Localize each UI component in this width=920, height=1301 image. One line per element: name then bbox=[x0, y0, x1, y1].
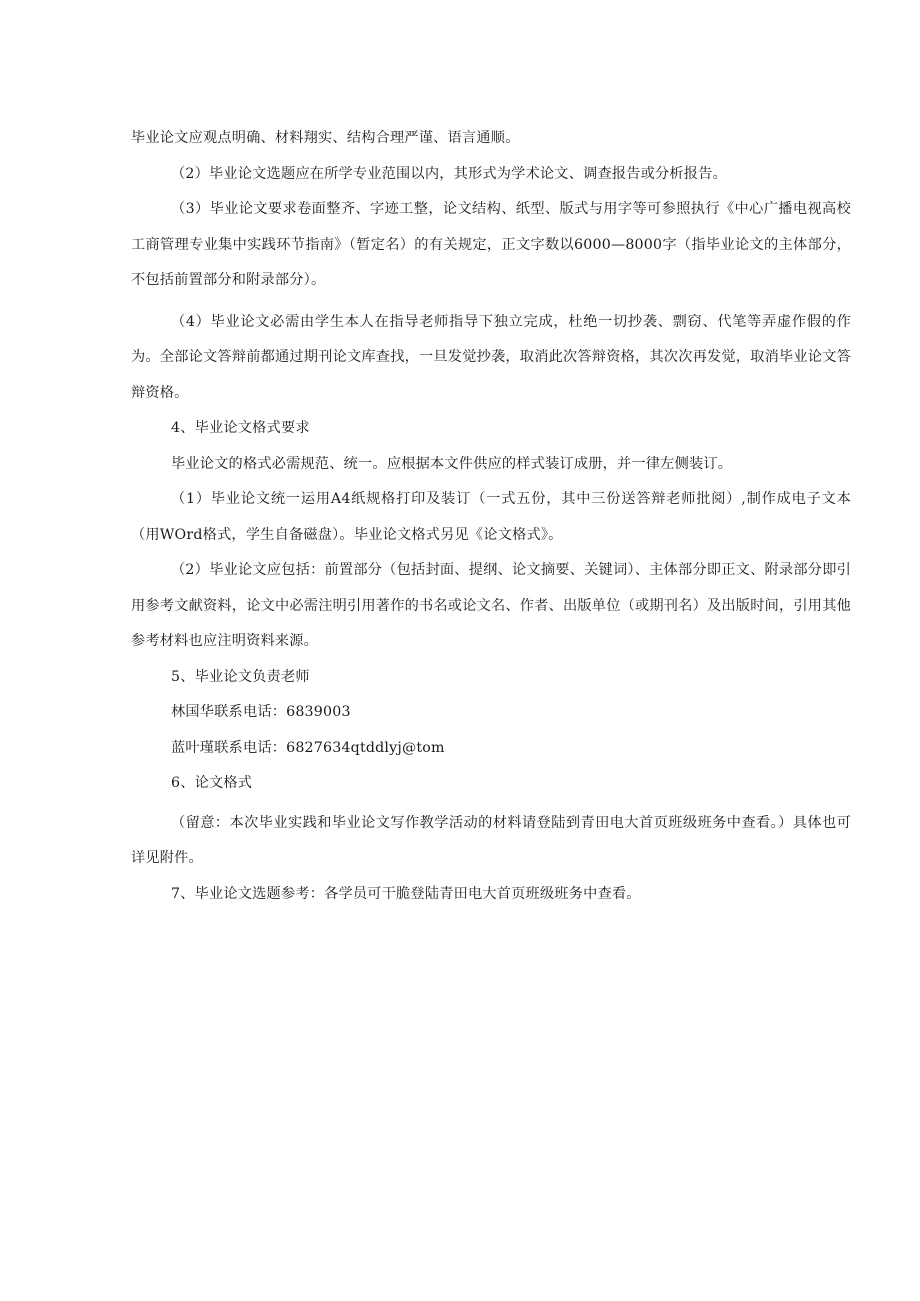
paragraph-requirements-summary: 毕业论文应观点明确、材料翔实、结构合理严谨、语言通顺。 bbox=[131, 130, 520, 146]
paragraph-format-item-1-printing: （1）毕业论文统一运用A4纸规格打印及装订（一式五份，其中三份送答辩老师批阅）,制作成电子文本（用WOrd格式，学生自备磁盘）。毕业论文格式另见《论文格式》。 bbox=[131, 491, 851, 543]
teacher-contact-lan: 蓝叶瑾联系电话：6827634qtddlyj@tom bbox=[171, 739, 445, 756]
document-body bbox=[131, 121, 851, 912]
paragraph-note-materials: （留意：本次毕业实践和毕业论文写作教学活动的材料请登陆到青田电大首页班级班务中查看。）具体也可详见附件。 bbox=[131, 814, 851, 866]
section-heading-5-teachers: 5、毕业论文负责老师 bbox=[171, 668, 310, 685]
paragraph-format-general: 毕业论文的格式必需规范、统一。应根据本文件供应的样式装订成册，并一律左侧装订。 bbox=[171, 455, 733, 472]
section-heading-6-paper-format: 6、论文格式 bbox=[171, 775, 253, 791]
teacher-contact-lin: 林国华联系电话：6839003 bbox=[171, 704, 351, 720]
section-heading-7-topic-reference: 7、毕业论文选题参考：各学员可干脆登陆青田电大首页班级班务中查看。 bbox=[171, 885, 641, 902]
paragraph-item-2-topic-scope: （2）毕业论文选题应在所学专业范围以内，其形式为学术论文、调查报告或分析报告。 bbox=[171, 165, 727, 182]
section-heading-4-format: 4、毕业论文格式要求 bbox=[171, 420, 310, 436]
paragraph-item-3-layout-wordcount: （3）毕业论文要求卷面整齐、字迹工整，论文结构、纸型、版式与用字等可参照执行《中心广播电视高校工商管理专业集中实践环节指南》（暂定名）的有关规定，正文字数以6000—8000字（指毕业论文的主体部分，不包括前置部分和附录部分）。 bbox=[131, 201, 851, 288]
paragraph-format-item-2-structure: （2）毕业论文应包括：前置部分（包括封面、提纲、论文摘要、关键词）、主体部分即正文、附录部分即引用参考文献资料，论文中必需注明引用著作的书名或论文名、作者、出版单位（或期刊名）及出版时间，引用其他参考材料也应注明资料来源。 bbox=[131, 562, 851, 649]
paragraph-item-4-originality: （4）毕业论文必需由学生本人在指导老师指导下独立完成，杜绝一切抄袭、剽窃、代笔等弄虚作假的作为。全部论文答辩前都通过期刊论文库查找，一旦发觉抄袭，取消此次答辩资格，其次次再发觉，取消毕业论文答辩资格。 bbox=[131, 313, 851, 401]
